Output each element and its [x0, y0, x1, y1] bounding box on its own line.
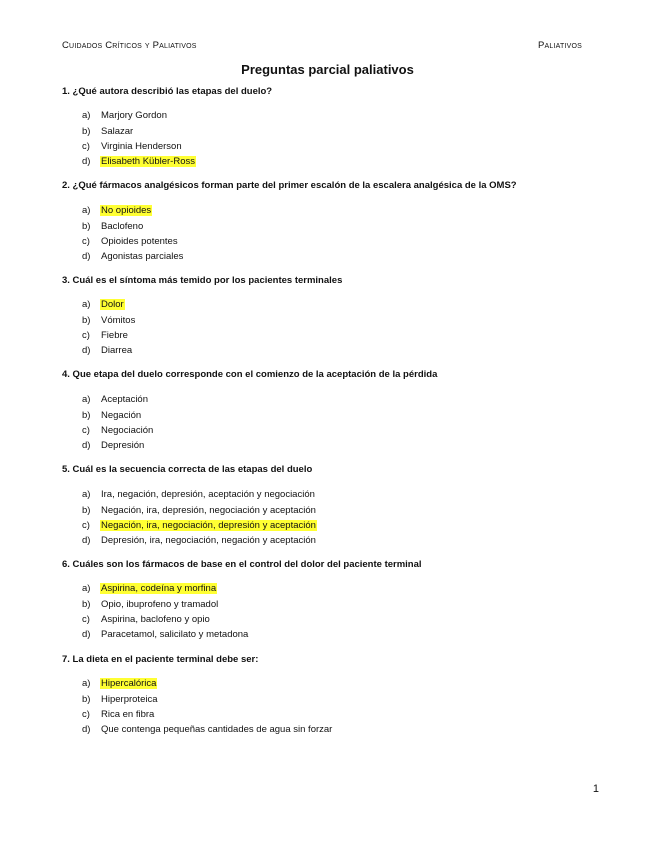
- option-text: Negación, ira, depresión, negociación y aceptación: [101, 504, 316, 516]
- highlighted-answer: Aspirina, codeína y morfina: [101, 583, 217, 595]
- option-letter: a): [82, 394, 91, 406]
- option-letter: c): [82, 140, 90, 152]
- option-letter: c): [82, 235, 90, 247]
- option-letter: a): [82, 299, 91, 311]
- option-text: Paracetamol, salicilato y metadona: [101, 629, 249, 641]
- question-4-options: [82, 392, 154, 454]
- question-5: 5. Cuál es la secuencia correcta de las etapas del duelo: [62, 464, 313, 475]
- option: [82, 123, 196, 138]
- option-letter: c): [82, 329, 90, 341]
- option: [82, 234, 184, 249]
- highlighted-answer: Elisabeth Kübler-Ross: [101, 156, 195, 168]
- option-text: Aceptación: [101, 394, 149, 406]
- question-6: 6. Cuáles son los fármacos de base en el control del dolor del paciente terminal: [62, 559, 422, 570]
- option-text: Hiperproteica: [101, 693, 158, 705]
- running-header-course: Cuidados Críticos y Paliativos: [62, 40, 197, 51]
- option: [82, 203, 184, 218]
- option-text: Agonistas parciales: [101, 251, 184, 263]
- option-letter: a): [82, 205, 91, 217]
- option: [82, 438, 154, 453]
- option-text: Negociación: [101, 424, 154, 436]
- highlighted-answer: No opioides: [101, 205, 152, 217]
- option: [82, 154, 196, 169]
- option-text: Aspirina, baclofeno y opio: [101, 613, 210, 625]
- highlighted-answer: Dolor: [101, 299, 124, 311]
- option-text: Fiebre: [101, 329, 128, 341]
- option: [82, 218, 184, 233]
- question-6-options: [82, 581, 249, 643]
- option-text: Negación: [101, 409, 142, 421]
- option-text: Que contenga pequeñas cantidades de agua sin forzar: [101, 724, 333, 736]
- option-text: Virginia Henderson: [101, 140, 182, 152]
- question-2: 2. ¿Qué fármacos analgésicos forman parte del primer escalón de la escalera analgésica de la OMS?: [62, 180, 517, 191]
- question-7-options: [82, 676, 333, 738]
- running-header-subject: Paliativos: [538, 40, 582, 51]
- highlighted-answer: Negación, ira, negociación, depresión y aceptación: [101, 519, 316, 531]
- option: [82, 722, 333, 737]
- question-1-options: [82, 108, 196, 170]
- option: [82, 612, 249, 627]
- option: [82, 707, 333, 722]
- highlighted-answer: Hipercalórica: [101, 678, 157, 690]
- question-4: 4. Que etapa del duelo corresponde con el comienzo de la aceptación de la pérdida: [62, 369, 438, 380]
- option-letter: a): [82, 489, 91, 501]
- option-letter: d): [82, 440, 91, 452]
- option-letter: d): [82, 724, 91, 736]
- option-letter: a): [82, 110, 91, 122]
- option: [82, 297, 136, 312]
- option-text: Marjory Gordon: [101, 110, 167, 122]
- question-2-options: [82, 203, 184, 265]
- option: [82, 596, 249, 611]
- option-letter: c): [82, 613, 90, 625]
- option-text: Diarrea: [101, 345, 133, 357]
- option-letter: b): [82, 409, 91, 421]
- question-7: 7. La dieta en el paciente terminal debe ser:: [62, 654, 259, 665]
- option-letter: b): [82, 314, 91, 326]
- option: [82, 343, 136, 358]
- option: [82, 108, 196, 123]
- option-text: Salazar: [101, 125, 134, 137]
- option-letter: c): [82, 424, 90, 436]
- option: [82, 139, 196, 154]
- option: [82, 627, 249, 642]
- document-title: Preguntas parcial paliativos: [241, 62, 414, 77]
- option-letter: b): [82, 125, 91, 137]
- question-5-options: [82, 487, 317, 549]
- option-text: Opio, ibuprofeno y tramadol: [101, 598, 219, 610]
- option: [82, 533, 317, 548]
- option-letter: d): [82, 629, 91, 641]
- option-text: Rica en fibra: [101, 708, 155, 720]
- option-letter: b): [82, 598, 91, 610]
- option: [82, 502, 317, 517]
- option-letter: c): [82, 708, 90, 720]
- option-letter: d): [82, 345, 91, 357]
- option: [82, 518, 317, 533]
- option-letter: a): [82, 678, 91, 690]
- option-text: Depresión, ira, negociación, negación y aceptación: [101, 535, 316, 547]
- option: [82, 691, 333, 706]
- option: [82, 249, 184, 264]
- option-letter: b): [82, 504, 91, 516]
- option-letter: d): [82, 535, 91, 547]
- question-3: 3. Cuál es el síntoma más temido por los pacientes terminales: [62, 275, 343, 286]
- option: [82, 328, 136, 343]
- option: [82, 676, 333, 691]
- page-number: 1: [592, 783, 599, 795]
- option-text: Depresión: [101, 440, 145, 452]
- option-text: Ira, negación, depresión, aceptación y negociación: [101, 489, 315, 501]
- option-text: Opioides potentes: [101, 235, 178, 247]
- question-3-options: [82, 297, 136, 359]
- option: [82, 407, 154, 422]
- option-letter: d): [82, 156, 91, 168]
- option-letter: d): [82, 251, 91, 263]
- option-text: Vómitos: [101, 314, 136, 326]
- option: [82, 581, 249, 596]
- question-1: 1. ¿Qué autora describió las etapas del duelo?: [62, 86, 273, 97]
- option-letter: b): [82, 220, 91, 232]
- option: [82, 392, 154, 407]
- option-text: Baclofeno: [101, 220, 144, 232]
- option: [82, 423, 154, 438]
- option-letter: c): [82, 519, 90, 531]
- option-letter: b): [82, 693, 91, 705]
- option-letter: a): [82, 583, 91, 595]
- option: [82, 487, 317, 502]
- option: [82, 312, 136, 327]
